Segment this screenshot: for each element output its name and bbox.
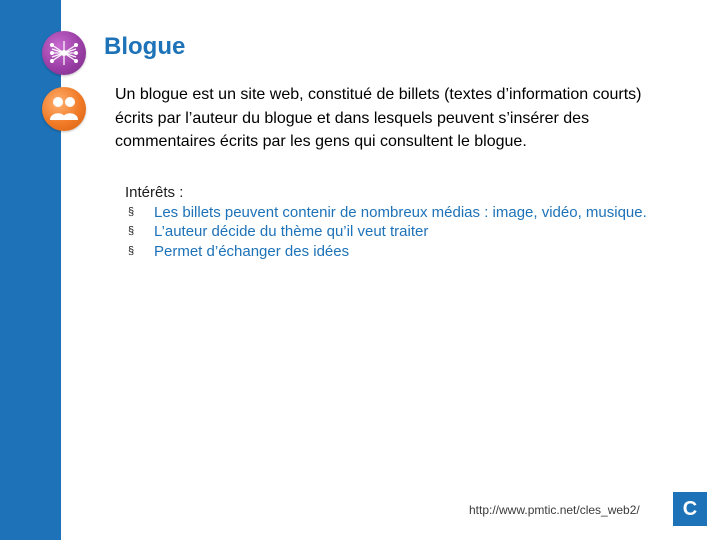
list-item <box>125 222 665 242</box>
list-item-text: Les billets peuvent contenir de nombreux médias : image, vidéo, musique. <box>154 203 647 221</box>
network-icon <box>42 31 86 75</box>
interets-heading: Intérêts : <box>125 184 184 201</box>
people-icon <box>42 87 86 131</box>
list-item <box>125 203 665 223</box>
list-item-text: Permet d’échanger des idées <box>154 242 350 260</box>
logo-badge: C <box>673 492 707 526</box>
bullet-icon: § <box>128 225 135 237</box>
interets-section <box>125 183 665 261</box>
interets-list <box>125 203 665 262</box>
left-accent-bar <box>0 0 61 540</box>
list-item-text: L’auteur décide du thème qu’il veut traiter <box>154 223 429 240</box>
slide-title: Blogue <box>104 33 186 60</box>
source-url: http://www.pmtic.net/cles_web2/ <box>469 503 640 517</box>
list-item <box>125 242 665 262</box>
intro-paragraph: Un blogue est un site web, constitué de billets (textes d’information courts) écrits par l’auteur du blogue et dans lesquels peuvent s’insérer des commentaires écrits par les gens qui consultent le blogue. <box>115 86 642 150</box>
bullet-icon: § <box>128 244 135 257</box>
bullet-icon: § <box>128 205 135 218</box>
